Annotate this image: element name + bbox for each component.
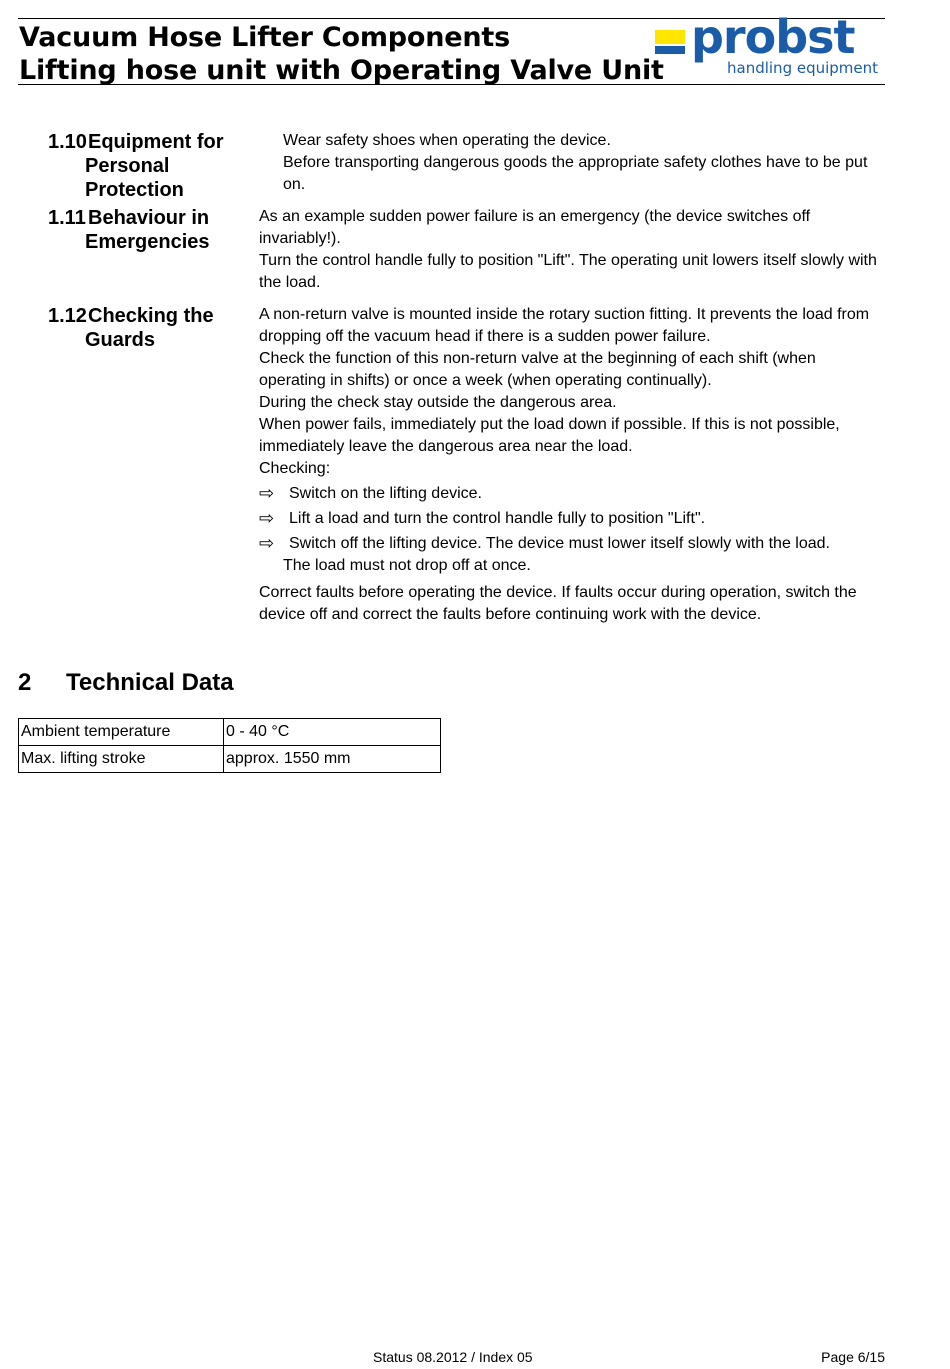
paragraph: Before transporting dangerous goods the appropriate safety clothes have to be put on.: [283, 154, 868, 193]
table-row: [19, 719, 441, 746]
list-item: [259, 508, 885, 530]
list-item-text: Lift a load and turn the control handle fully to position "Lift".: [289, 510, 706, 527]
section-number: 1.10: [48, 131, 87, 153]
logo-blue-bar: [655, 46, 685, 54]
section-title-line: Equipment for: [88, 131, 224, 153]
probst-logo: [653, 10, 881, 81]
logo-yellow-bar: [655, 30, 685, 44]
section-title: Technical Data: [66, 669, 234, 696]
footer-status: Status 08.2012 / Index 05: [373, 1349, 533, 1365]
header-title-line2: Lifting hose unit with Operating Valve Unit: [19, 55, 664, 86]
section-number: 1.12: [48, 305, 87, 327]
header-title-line1: Vacuum Hose Lifter Components: [19, 22, 510, 53]
section-body-1-12: [259, 304, 885, 626]
table-cell-value: 0 - 40 °C: [224, 719, 441, 746]
paragraph: Check the function of this non-return valve at the beginning of each shift (when operating in shifts) or once a week (when operating continually).: [259, 350, 816, 389]
section-title-line: Checking the: [88, 305, 214, 327]
table-cell-label: Max. lifting stroke: [19, 746, 224, 773]
logo-word: probst: [691, 10, 855, 64]
list-item-text: Switch off the lifting device. The device must lower itself slowly with the load.: [289, 535, 830, 552]
section-title-line: Protection: [85, 179, 184, 201]
arrow-right-outline-icon: ⇨: [259, 508, 275, 528]
section-number: 2: [18, 669, 32, 696]
arrow-right-outline-icon: ⇨: [259, 483, 275, 503]
section-title-line: Guards: [85, 329, 156, 351]
section-heading-1-10: [48, 130, 224, 202]
section-heading-1-11: [48, 206, 210, 254]
technical-data-table: [18, 718, 441, 773]
section-body-1-11: [259, 206, 885, 294]
paragraph: During the check stay outside the dangerous area.: [259, 394, 617, 411]
arrow-right-outline-icon: ⇨: [259, 533, 275, 553]
table-cell-value: approx. 1550 mm: [224, 746, 441, 773]
section-title-line: Personal: [85, 155, 170, 177]
paragraph: A non-return valve is mounted inside the rotary suction fitting. It prevents the load from dropping off the vacuum head if there is a sudden power failure.: [259, 306, 870, 345]
paragraph: As an example sudden power failure is an emergency (the device switches off invariably!).: [259, 208, 811, 247]
logo-subtitle: handling equipment: [727, 59, 879, 77]
section-heading-technical-data: [18, 668, 234, 698]
list-item: [259, 533, 885, 555]
list-item: [259, 483, 885, 505]
section-body-1-10: [283, 130, 885, 196]
section-heading-1-12: [48, 304, 214, 352]
paragraph: When power fails, immediately put the load down if possible. If this is not possible, immediately leave the dangerous area near the load.: [259, 416, 840, 455]
section-title-line: Behaviour in: [88, 207, 210, 229]
table-cell-label: Ambient temperature: [19, 719, 224, 746]
paragraph: Wear safety shoes when operating the device.: [283, 132, 611, 149]
paragraph: Turn the control handle fully to position "Lift". The operating unit lowers itself slowly with the load.: [259, 252, 877, 291]
table-row: [19, 746, 441, 773]
page-header: [18, 10, 885, 86]
list-item-continuation: The load must not drop off at once.: [283, 557, 531, 574]
section-number: 1.11: [48, 207, 86, 229]
list-item-text: Switch on the lifting device.: [289, 485, 482, 502]
footer-page-number: Page 6/15: [821, 1349, 885, 1365]
paragraph: Correct faults before operating the device. If faults occur during operation, switch the device off and correct the faults before continuing work with the device.: [259, 584, 857, 623]
section-title-line: Emergencies: [85, 231, 210, 253]
paragraph: Checking:: [259, 460, 331, 477]
